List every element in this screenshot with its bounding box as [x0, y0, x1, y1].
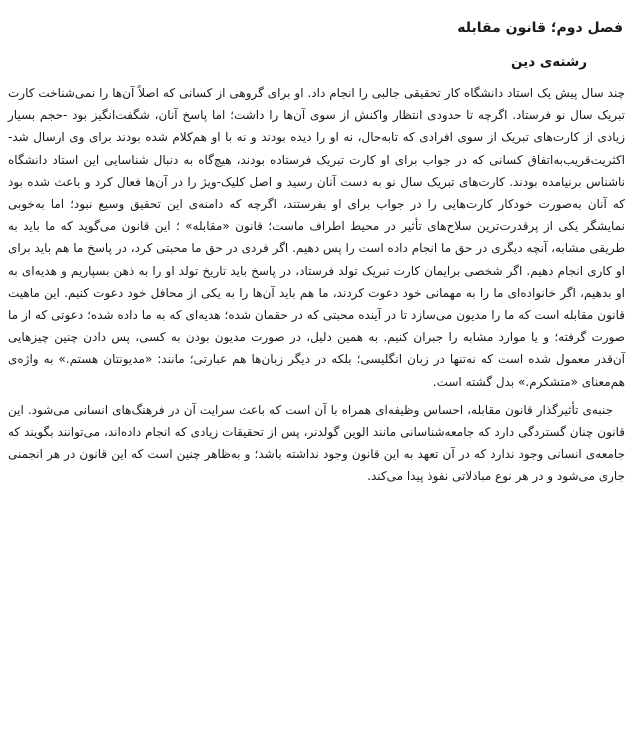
section-title: رشته‌ی دین	[511, 54, 587, 70]
chapter-title: فصل دوم؛ قانون مقابله	[457, 20, 623, 36]
body-paragraph: چند سال پیش یک استاد دانشگاه کار تحقیقی جالبی را انجام داد. او برای گروهی از کسانی که اصلاً آن‌ها را نمی‌شناخت کارت تبریک سال نو فرستاد. اگرچه تا حدودی انتظار واکنش از سوی آن‌ها را داشت؛ اما پاسخ آنان، شگفت‌انگیز بود -حجم بسیار زیادی از کارت‌های تبریک از سوی افرادی که تابه‌حال، نه او را دیده بودند و نه با او هم‌کلام شده بودند برای وی ارسال شد- اکثریت‌قریب‌به‌اتفاق کسانی که در جواب برای او کارت تبریک فرستاده بودند، هیچ‌گاه به دنبال شناسایی این استاد دانشگاه ناشناس برنیامده بودند. کارت‌های تبریک سال نو به دست آنان رسید و اصل کلیک-ویژ را در آن‌ها فعال کرد و باعث شده بود که آنان به‌صورت خودکار کارت‌هایی را در جواب برای او بفرستند، اگرچه که دامنه‌ی این تحقیق وسیع نبود؛ اما به‌خوبی نمایشگر یکی از پرقدرت‌ترین سلاح‌های تأثیر در محیط اطراف ماست؛ قانون «مقابله» ؛ این قانون می‌گوید که ما باید به طریقی مشابه، آنچه دیگری در حق ما انجام داده است را پس دهیم. اگر فردی در حق ما محبتی کرد، در پاسخ ما هم باید برای او کاری انجام دهیم. اگر شخصی برایمان کارت تبریک تولد فرستاد، در پاسخ باید تاریخ تولد او را به ذهن بسپاریم و هدیه‌ای به او بدهیم، اگر خانواده‌ای ما را به مهمانی خود دعوت کردند، ما هم باید آن‌ها را به یکی از محافل خود دعوت کنیم. این ماهیت قانون مقابله است که ما را مدیون می‌سازد تا در آینده محبتی که در حقمان شده؛ هدیه‌ای که به ما داده شده؛ دعوتی که از ما صورت گرفته؛ و یا موارد مشابه را جبران کنیم. به همین دلیل، در صورت مدیون بودن به کسی، پس دادن چنین چیزهایی آن‌قدر معمول شده است که نه‌تنها در زبان انگلیسی؛ بلکه در دیگر زبان‌ها هم عبارتی؛ مانند: «مدیونتان هستم.» به واژه‌ی هم‌معنای «متشکرم.» بدل گشته است.	[8, 86, 625, 389]
body-paragraph: جنبه‌ی تأثیرگذار قانون مقابله، احساس وظیفه‌ای همراه با آن است که باعث سرایت آن در فرهنگ‌های انسانی می‌شود. این قانون چنان گستردگی دارد که جامعه‌شناسانی مانند الوین گولدنر، پس از تحقیقات زیادی که انجام داده‌اند، می‌توانند بگویند که جامعه‌ی انسانی وجود ندارد که در آن تعهد به این قانون وجود نداشته باشد؛ و به‌ظاهر چنین است که این قانون در هر انجمنی جاری می‌شود و در هر نوع مبادلاتی نفوذ پیدا می‌کند.	[8, 402, 625, 484]
document-page	[8, 8, 625, 732]
